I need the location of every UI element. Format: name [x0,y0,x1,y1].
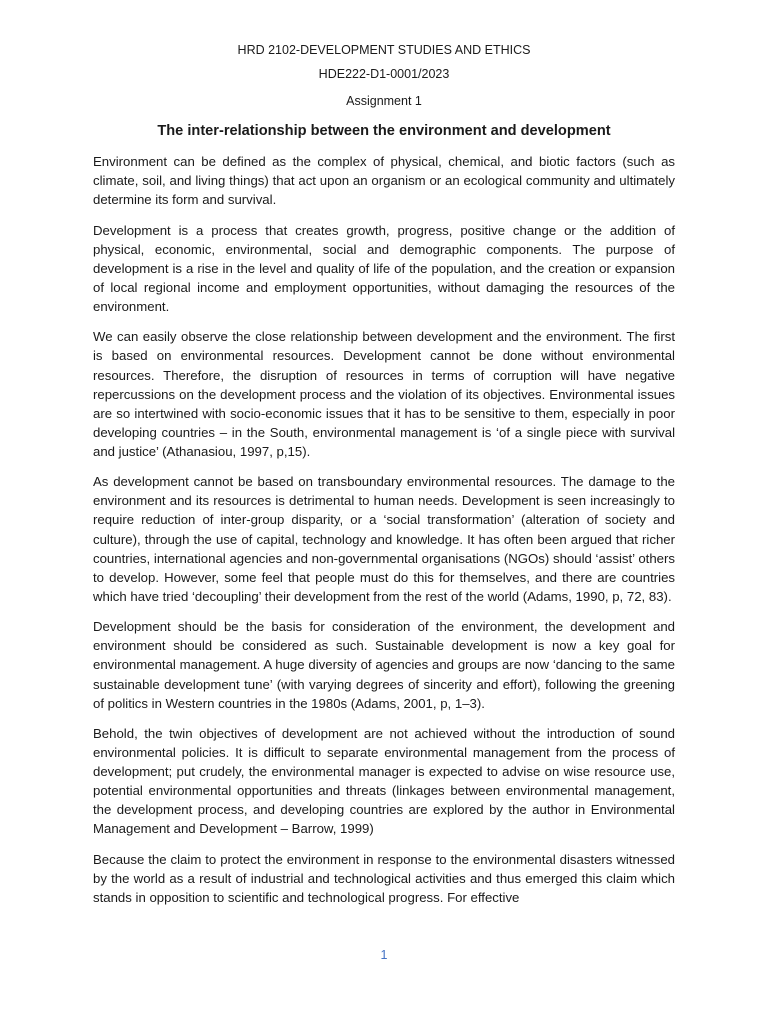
registration-number: HDE222-D1-0001/2023 [318,67,450,81]
page-number: 1 [380,948,388,962]
course-title: HRD 2102-DEVELOPMENT STUDIES AND ETHICS [237,43,531,57]
document-body [93,152,675,918]
paragraph: We can easily observe the close relationship between development and the environment. The first is based on environmental resources. Development cannot be done without environmental resources. Therefore, the disruption of resources in terms of corruption will have negative repercussions on the development process and the violation of its objectives. Environmental issues are so intertwined with socio-economic issues that it has to be sensitive to them, especially in poor developing countries – in the South, environmental management is ‘of a single piece with survival and justice’ (Athanasiou, 1997, p,15). [93,329,675,459]
paragraph: Development is a process that creates growth, progress, positive change or the addition of physical, economic, environmental, social and demographic components. The purpose of development is a rise in the level and quality of life of the population, and the creation or expansion of local regional income and employment opportunities, without damaging the resources of the environment. [93,222,675,314]
paragraph: Environment can be defined as the complex of physical, chemical, and biotic factors (such as climate, soil, and living things) that act upon an organism or an ecological community and ultimately determine its form and survival. [93,154,675,208]
paragraph: Development should be the basis for consideration of the environment, the development and environment should be considered as such. Sustainable development is now a key goal for environmental management. A huge diversity of agencies and groups are now ‘dancing to the same sustainable development tune’ (with varying degrees of sincerity and effort), following the greening of politics in Western countries in the 1980s (Adams, 2001, p, 1–3). [93,619,675,711]
paragraph: Because the claim to protect the environment in response to the environmental disasters witnessed by the world as a result of industrial and technological activities and thus emerged this claim which stands in opposition to scientific and technological progress. For effective [93,851,675,906]
document-title: The inter-relationship between the environment and development [157,123,611,139]
paragraph: As development cannot be based on transboundary environmental resources. The damage to the environment and its resources is detrimental to human needs. Development is seen increasingly to require reduction of inter-group disparity, or a ‘social transformation’ (alteration of society and culture), through the use of capital, technology and knowledge. It has often been argued that richer countries, international agencies and non-governmental organisations (NGOs) should ‘assist’ others to develop. However, some feel that people must do this for themselves, and there are countries which have tried ‘decoupling’ their development from the rest of the world (Adams, 1990, p, 72, 83). [93,474,675,604]
paragraph: Behold, the twin objectives of development are not achieved without the introduction of sound environmental policies. It is difficult to separate environmental management from the process of development; put crudely, the environmental manager is expected to advise on wise resource use, potential environmental opportunities and threats (linkages between environmental management, the development process, and developing countries are explored by the author in Environmental Management and Development – Barrow, 1999) [93,726,675,837]
assignment-label: Assignment 1 [346,94,422,108]
